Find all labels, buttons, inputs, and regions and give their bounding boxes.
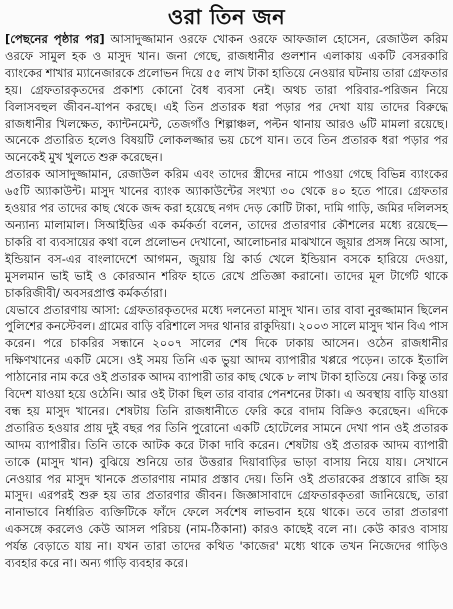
article-headline: ওরা তিন জন bbox=[167, 4, 286, 29]
article-paragraph: প্রতারক আসাদুজ্জামান, রেজাউল করিম এবং তাদের স্ত্রীদের নামে পাওয়া গেছে বিভিন্ন ব্যাংকের ৬৫টি অ্যাকাউন্ট। মাসুদ খানের ব্যাংক অ্যাকাউন্টের সংখ্যা ৩০ থেকে ৪০ হতে পারে। গ্রেফতার হওয়ার পর তাদের কাছ থেকে জব্দ করা হয়েছে নগদ দেড় কোটি টাকা, দামি গাড়ি, জমির দলিলসহ অন্যান্য মালামাল। সিআইডির এক কর্মকর্তা বলেন, তাদের প্রতারণার কৌশলের মধ্যে রয়েছে— চাকরি বা ব্যবসায়ের কথা বলে প্রলোভন দেখানো, আলোচনার মাঝখানে জুয়ার প্রসঙ্গ নিয়ে আসা, ইন্ডিয়ান বস-এর বাংলাদেশে আগমন, জুয়ায় থ্রি কার্ড খেলে ইন্ডিয়ান বসকে হারিয়ে দেওয়া, মুসলমান ভাই ভাই ও কোরআন শরিফ হাতে রেখে প্রতিজ্ঞা করানো। তাদের মূল টার্গেট থাকে চাকরিজীবী/ অবসরপ্রাপ্ত কর্মকর্তারা। bbox=[5, 167, 448, 300]
article-paragraph bbox=[5, 31, 448, 166]
article-paragraph: যেভাবে প্রতারণায় আসা: গ্রেফতারকৃতদের মধ্যে দলনেতা মাসুদ খান। তার বাবা নুরজ্জামান ছিলেন পুলিশের কনস্টেবল। গ্রামের বাড়ি বরিশালে সদর থানার রাকুদিয়া। ২০০৩ সালে মাসুদ খান বিএ পাস করেন। পরে চাকরির সন্ধানে ২০০৭ সালের শেষ দিকে ঢাকায় আসেন। ওঠেন রাজধানীর দক্ষিণখানের একটি মেসে। ওই সময় তিনি এক ভুয়া আদম ব্যাপারীর খপ্পরে পড়েন। তাকে ইতালি পাঠানোর নাম করে ওই প্রতারক আদম ব্যাপারী তার কাছ থেকে ৮ লাখ টাকা হাতিয়ে নেয়। কিন্তু তার বিদেশ যাওয়া হয়ে ওঠেনি। আর ওই টাকা ছিল তার বাবার পেনশনের টাকা। এ অবস্থায় বাড়ি যাওয়া বন্ধ হয় মাসুদ খানের। শেষটায় তিনি রাজধানীতে ফেরি করে বাদাম বিক্রিও করেছেন। এদিকে প্রতারিত হওয়ার প্রায় দুই বছর পর তিনি পুরোনো একটি হোটেলের সামনে দেখা পান ওই প্রতারক আদম ব্যাপারীর। তিনি তাকে আটক করে টাকা দাবি করেন। শেষটায় ওই প্রতারক আদম ব্যাপারী তাকে (মাসুদ খান) বুঝিয়ে শুনিয়ে তার উত্তরার দিয়াবাড়ির ভাড়া বাসায় নিয়ে যায়। সেখানে নেওয়ার পর মাসুদ খানকে প্রতারণায় নামার প্রস্তাব দেয়। তিনি ওই প্রতারকের প্রস্তাবে রাজি হয় মাসুদ। এরপরই শুরু হয় তার প্রতারণার জীবন। জিজ্ঞাসাবাদে গ্রেফতারকৃতরা জানিয়েছে, তারা নানাভাবে নির্ধারিত ব্যক্তিটিকে ফাঁদে ফেলে সর্বশেষ লাভবান হয়ে থাকে। তবে তারা প্রতারণা একসঙ্গে করলেও কেউ আসল পরিচয় (নাম-ঠিকানা) কারও কাছেই বলে না। কেউ কারও বাসায় পর্যন্ত বেড়াতে যায় না। যখন তারা তাদের কথিত 'কাজের' মধ্যে থাকে তখন নিজেদের গাড়িও ব্যবহার করে না। অন্য গাড়ি ব্যবহার করে। bbox=[5, 302, 448, 571]
continuation-kicker: [পেছনের পৃষ্ঠার পর] bbox=[5, 32, 105, 46]
article-body bbox=[5, 31, 448, 572]
paragraph-text: আসাদুজ্জামান ওরফে খোকন ওরফে আফজাল হোসেন, রেজাউল করিম ওরফে সামুল হক ও মাসুদ খান। জনা গেছে, রাজধানীর গুলশান এলাকায় একটি বেসরকারি ব্যাংকের শাখার ম্যানেজারকে প্রলোভন দিয়ে ৫৫ লাখ টাকা হাতিয়ে নেওয়ার ঘটনায় তারা গ্রেফতার হয়। গ্রেফতারকৃতদের প্রকাশ্য কোনো বৈধ ব্যবসা নেই। অথচ তারা পরিবার-পরিজন নিয়ে বিলাসবহুল জীবন-যাপন করছে। এই তিন প্রতারক ধরা পড়ার পর দেখা যায় তাদের বিরুদ্ধে রাজধানীর খিলক্ষেত, ক্যান্টনমেন্ট, তেজগাঁও শিল্পাঞ্চল, পল্টন থানায় আরও ৬টি মামলা রয়েছে। অনেকে প্রতারিত হলেও বিষয়টি লোকলজ্জার ভয় চেপে যান। তবে তিন প্রতারক ধরা পড়ার পর অনেকেই মুখ খুলতে শুরু করেছেন। bbox=[5, 32, 448, 165]
